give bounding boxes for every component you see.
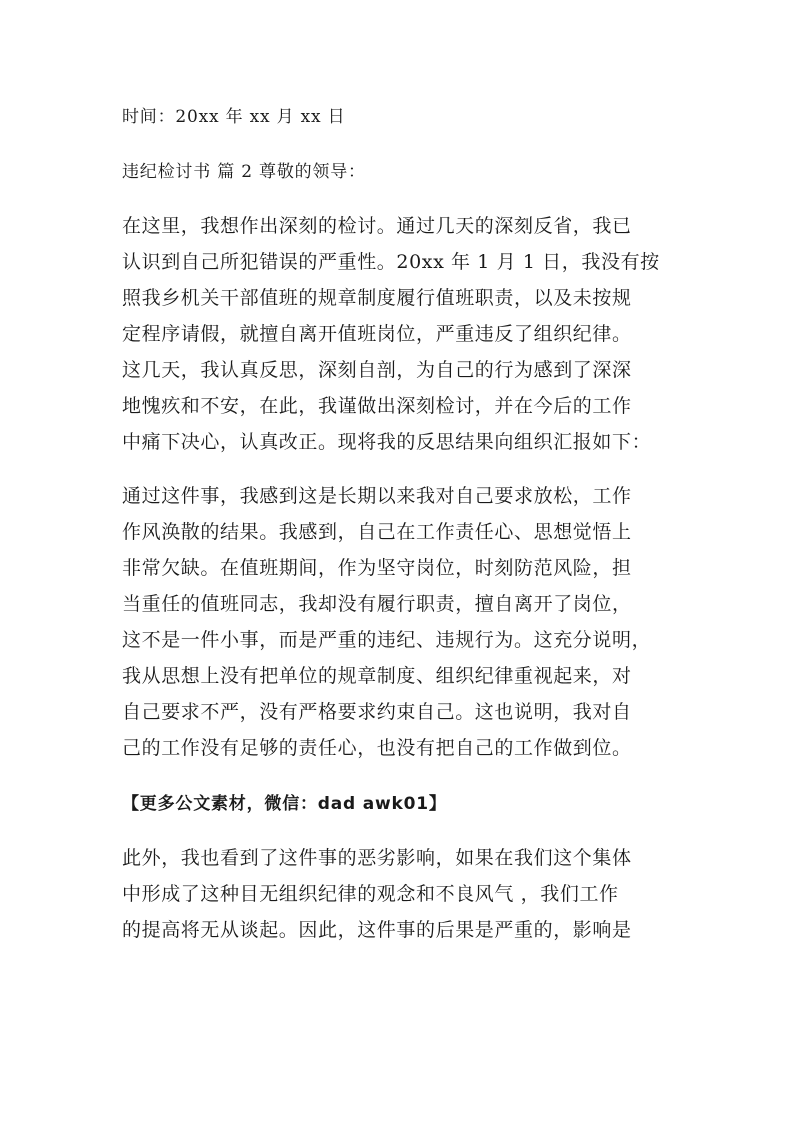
paragraph-line: 地愧疚和不安，在此，我谨做出深刻检讨，并在今后的工作 [122, 395, 632, 417]
paragraph-line: 我从思想上没有把单位的规章制度、组织纪律重视起来，对 [122, 665, 632, 687]
paragraph-line: 认识到自己所犯错误的严重性。20xx 年 1 月 1 日，我没有按 [122, 251, 660, 273]
paragraph-line: 中形成了这种目无组织纪律的观念和不良风气 ，我们工作 [122, 883, 619, 905]
paragraph-line: 自己要求不严，没有严格要求约束自己。这也说明，我对自 [122, 701, 632, 723]
heading-line: 违纪检讨书 篇 2 尊敬的领导： [122, 162, 366, 182]
paragraph-line: 己的工作没有足够的责任心，也没有把自己的工作做到位。 [122, 737, 632, 759]
paragraph-line: 这几天，我认真反思，深刻自剖，为自己的行为感到了深深 [122, 359, 632, 381]
paragraph-line: 此外，我也看到了这件事的恶劣影响，如果在我们这个集体 [122, 847, 632, 869]
paragraph-line: 照我乡机关干部值班的规章制度履行值班职责，以及未按规 [122, 287, 632, 309]
paragraph-line: 当重任的值班同志，我却没有履行职责，擅自离开了岗位， [122, 593, 632, 615]
paragraph-line: 中痛下决心，认真改正。现将我的反思结果向组织汇报如下： [122, 431, 652, 453]
paragraph-line: 通过这件事，我感到这是长期以来我对自己要求放松，工作 [122, 485, 632, 507]
paragraph-line: 在这里，我想作出深刻的检讨。通过几天的深刻反省，我已 [122, 215, 632, 237]
paragraph-line: 定程序请假，就擅自离开值班岗位，严重违反了组织纪律。 [122, 323, 632, 345]
paragraph-line: 作风涣散的结果。我感到，自己在工作责任心、思想觉悟上 [122, 521, 632, 543]
promo-line: 【更多公文素材，微信：dad awk01】 [122, 794, 447, 814]
date-line: 时间：20xx 年 xx 月 xx 日 [122, 107, 346, 127]
paragraph-line: 非常欠缺。在值班期间，作为坚守岗位，时刻防范风险，担 [122, 557, 632, 579]
paragraph-line: 这不是一件小事，而是严重的违纪、违规行为。这充分说明， [122, 629, 652, 651]
paragraph-line: 的提高将无从谈起。因此，这件事的后果是严重的，影响是 [122, 919, 632, 941]
